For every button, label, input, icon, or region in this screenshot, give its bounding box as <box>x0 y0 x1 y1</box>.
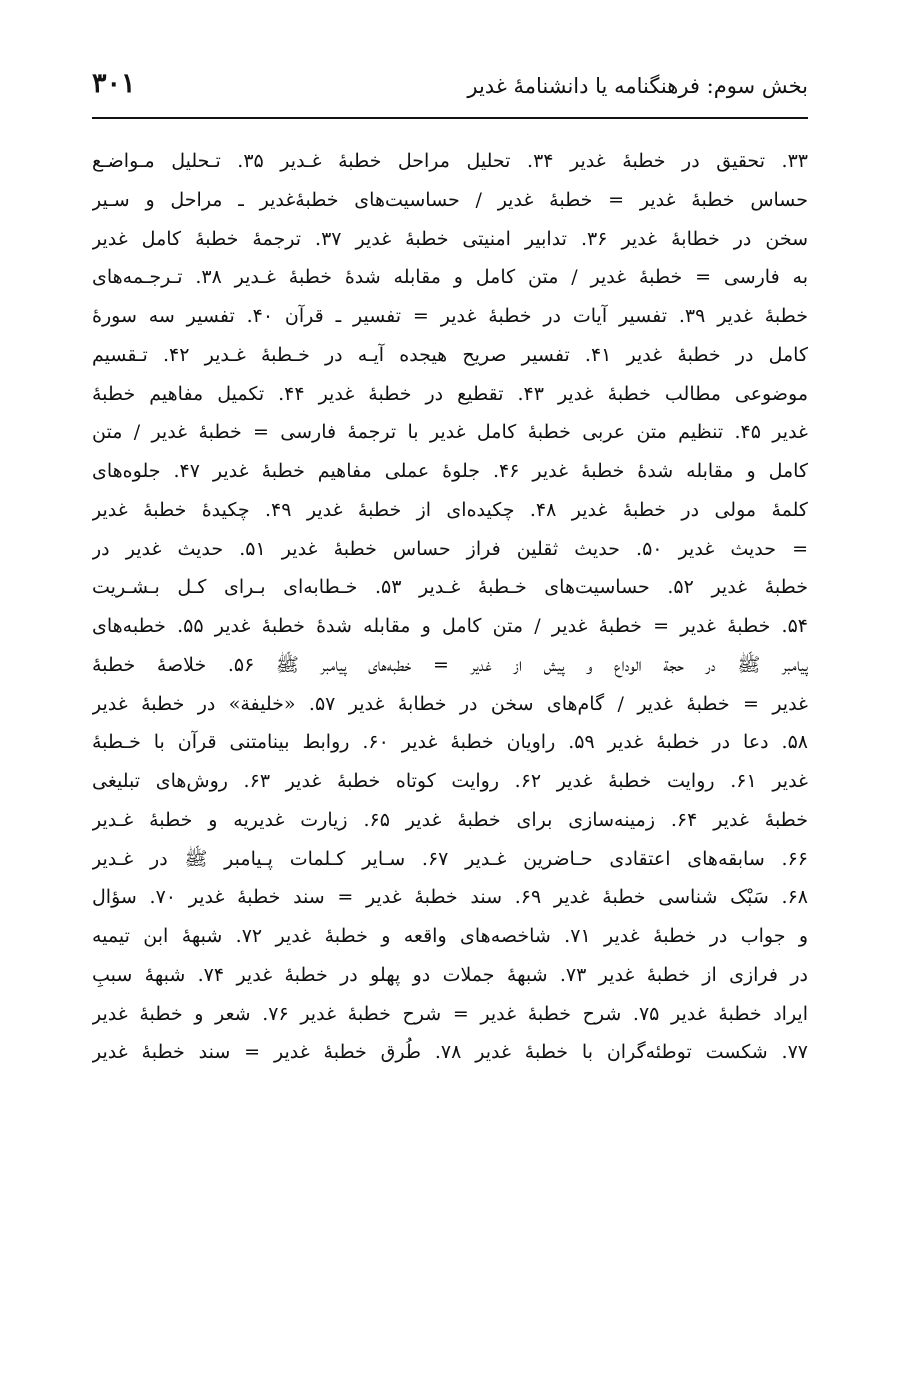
body-text <box>92 142 808 1072</box>
text-line: پیامبر ﷺ در حجة الوداع و پیش از غدیر = خطبه‌های پیامبر ﷺ ۵۶. خلاصهٔ خطبهٔ <box>92 653 808 676</box>
text-line: غدیر ۶۱. روایت خطبهٔ غدیر ۶۲. روایت کوتاه خطبهٔ غدیر ۶۳. روش‌های تبلیغی <box>92 770 808 792</box>
text-line: ۵۸. دعا در خطبهٔ غدیر ۵۹. راویان خطبهٔ غدیر ۶۰. روابط بینامتنی قرآن با خـطبهٔ <box>92 731 808 754</box>
text-line: خطبهٔ غدیر ۶۴. زمینه‌سازی برای خطبهٔ غدیر ۶۵. زیارت غدیریه و خطبهٔ غـدیر <box>92 808 808 831</box>
text-line: در فرازی از خطبهٔ غدیر ۷۳. شبههٔ جملات دو پهلو در خطبهٔ غدیر ۷۴. شبههٔ سببِ <box>92 963 808 986</box>
text-line: حساس خطبهٔ غدیر = خطبهٔ غدیر / حساسیت‌های خطبهٔ‌غدیر ـ مراحل و سـیر <box>92 188 808 211</box>
text-line: خطبهٔ غدیر ۳۹. تفسیر آیات در خطبهٔ غدیر = تفسیر ـ قرآن ۴۰. تفسیر سه سورهٔ <box>92 305 808 327</box>
text-line: کلمهٔ مولی در خطبهٔ غدیر ۴۸. چکیده‌ای از خطبهٔ غدیر ۴۹. چکیدهٔ خطبهٔ غدیر <box>92 498 808 521</box>
text-line: ۶۶. سابقه‌های اعتقادی حـاضرین غـدیر ۶۷. سـایر کـلمات پـیامبر ﷺ در غـدیر <box>92 847 808 870</box>
text-line: ۶۸. سَبْک شناسی خطبهٔ غدیر ۶۹. سند خطبهٔ غدیر = سند خطبهٔ غدیر ۷۰. سؤال <box>92 886 808 909</box>
page-number: ۳۰۱ <box>92 68 136 99</box>
text-line: موضوعی مطالب خطبهٔ غدیر ۴۳. تقطیع در خطبهٔ غدیر ۴۴. تکمیل مفاهیم خطبهٔ <box>92 382 808 405</box>
header-divider <box>92 117 808 119</box>
text-line: ایراد خطبهٔ غدیر ۷۵. شرح خطبهٔ غدیر = شرح خطبهٔ غدیر ۷۶. شعر و خطبهٔ غدیر <box>92 1002 808 1025</box>
page-header <box>92 68 808 116</box>
text-line: خطبهٔ غدیر ۵۲. حساسیت‌های خـطبهٔ غـدیر ۵۳. خـطابه‌ای بـرای کـل بـشـریت <box>92 576 808 599</box>
text-line: = حدیث غدیر ۵۰. حدیث ثقلین فراز حساس خطبهٔ غدیر ۵۱. حدیث غدیر در <box>92 537 808 560</box>
text-line: ۳۳. تحقیق در خطبهٔ غدیر ۳۴. تحلیل مراحل خطبهٔ غـدیر ۳۵. تـحلیل مـواضـع <box>92 150 808 172</box>
text-line: و جواب در خطبهٔ غدیر ۷۱. شاخصه‌های واقعه و خطبهٔ غدیر ۷۲. شبههٔ ابن تیمیه <box>92 925 808 947</box>
text-line: ۷۷. شکست توطئه‌گران با خطبهٔ غدیر ۷۸. طُرق خطبهٔ غدیر = سند خطبهٔ غدیر <box>92 1041 808 1064</box>
text-line: کامل و مقابله شدهٔ خطبهٔ غدیر ۴۶. جلوهٔ عملی مفاهیم خطبهٔ غدیر ۴۷. جلوه‌های <box>92 460 808 482</box>
text-line: به فارسی = خطبهٔ غدیر / متن کامل و مقابله شدهٔ خطبهٔ غـدیر ۳۸. تـرجـمه‌های <box>92 266 808 289</box>
running-title: بخش سوم: فرهنگنامه یا دانشنامهٔ غدیر <box>467 74 808 98</box>
text-line: ۵۴. خطبهٔ غدیر = خطبهٔ غدیر / متن کامل و مقابله شدهٔ خطبهٔ غدیر ۵۵. خطبه‌های <box>92 615 808 637</box>
text-line: کامل در خطبهٔ غدیر ۴۱. تفسیر صریح هیجده آیـه در خـطبهٔ غـدیر ۴۲. تـقسیم <box>92 343 808 366</box>
text-line: غدیر = خطبهٔ غدیر / گام‌های سخن در خطابهٔ غدیر ۵۷. «خلیفة» در خطبهٔ غدیر <box>92 692 808 715</box>
text-line: سخن در خطابهٔ غدیر ۳۶. تدابیر امنیتی خطبهٔ غدیر ۳۷. ترجمهٔ خطبهٔ کامل غدیر <box>92 227 808 250</box>
text-line: غدیر ۴۵. تنظیم متن عربی خطبهٔ کامل غدیر با ترجمهٔ فارسی = خطبهٔ غدیر / متن <box>92 421 808 444</box>
